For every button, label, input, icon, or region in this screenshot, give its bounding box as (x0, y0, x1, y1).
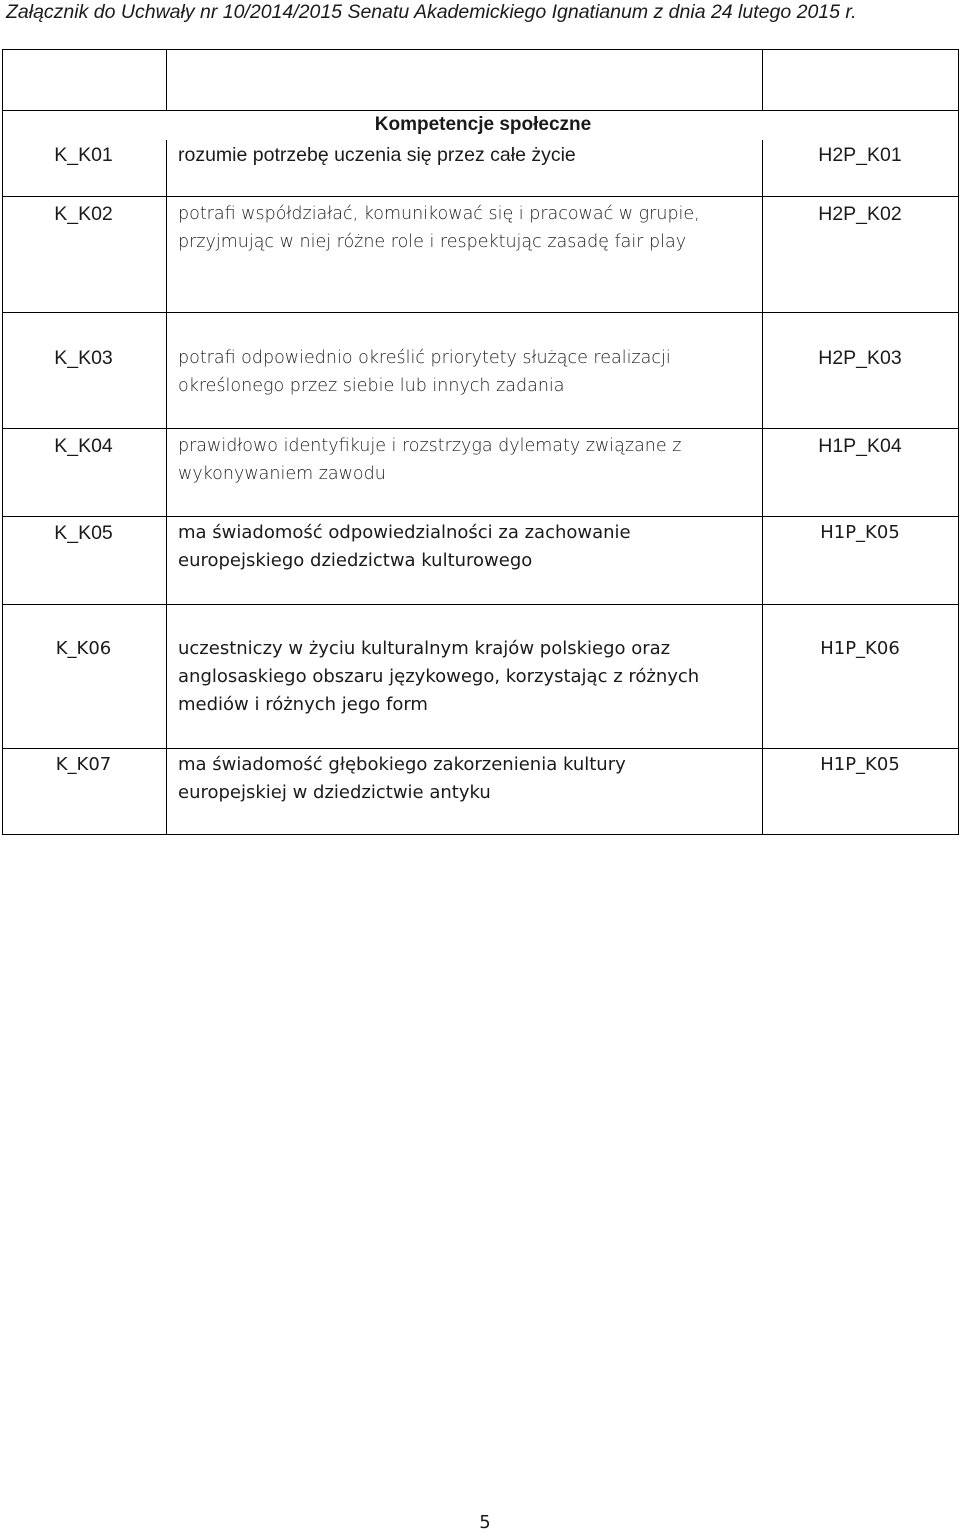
competence-description: potrafi odpowiednio określić priorytety służące realizacji (178, 348, 671, 368)
competence-description: mediów i różnych jego form (178, 694, 428, 715)
row-divider (2, 312, 959, 313)
row-divider (2, 604, 959, 605)
competence-code: K_K03 (54, 347, 113, 369)
competence-code: K_K07 (55, 754, 112, 775)
col-divider-2-top (762, 49, 763, 111)
competence-description: określonego przez siebie lub innych zadania (178, 376, 565, 396)
reference-code: H2P_K01 (818, 144, 902, 166)
table-border-top (2, 49, 959, 50)
competence-description: wykonywaniem zawodu (178, 464, 386, 484)
competence-code: K_K05 (54, 522, 113, 544)
competence-description: rozumie potrzebę uczenia się przez całe życie (178, 144, 576, 166)
table-border-right (958, 49, 959, 835)
section-title: Kompetencje społeczne (374, 114, 592, 135)
reference-code: H1P_K05 (820, 522, 900, 543)
competence-description: anglosaskiego obszaru językowego, korzystając z różnych (178, 666, 700, 687)
row-divider (2, 428, 959, 429)
competence-code: K_K02 (54, 203, 113, 225)
reference-code: H2P_K02 (818, 203, 902, 225)
competence-description: ma świadomość odpowiedzialności za zachowanie (178, 522, 631, 543)
row-divider (2, 516, 959, 517)
competence-description: ma świadomość głębokiego zakorzenienia kultury (178, 754, 626, 775)
competence-description: uczestniczy w życiu kulturalnym krajów polskiego oraz (178, 638, 671, 659)
col-divider-2 (762, 140, 763, 835)
reference-code: H2P_K03 (818, 347, 902, 369)
competence-description: potrafi współdziałać, komunikować się i pracować w grupie, (178, 204, 700, 224)
reference-code: H1P_K05 (820, 754, 900, 775)
table-border-bottom (2, 834, 959, 835)
reference-code: H1P_K06 (820, 638, 900, 659)
competence-description: europejskiej w dziedzictwie antyku (178, 782, 491, 803)
document-header: Załącznik do Uchwały nr 10/2014/2015 Senatu Akademickiego Ignatianum z dnia 24 lutego 2015 r. (6, 1, 857, 23)
reference-code: H1P_K04 (818, 435, 902, 457)
row-divider (2, 196, 959, 197)
row-divider-top (2, 110, 959, 111)
competence-description: przyjmując w niej różne role i respektując zasadę fair play (178, 232, 687, 252)
competence-code: K_K04 (54, 435, 113, 457)
competence-code: K_K06 (55, 638, 112, 659)
competence-description: prawidłowo identyfikuje i rozstrzyga dylematy związane z (178, 436, 682, 456)
competence-description: europejskiego dziedzictwa kulturowego (178, 550, 533, 571)
row-divider (2, 748, 959, 749)
col-divider-1 (166, 140, 167, 835)
col-divider-1-top (166, 49, 167, 111)
page-number: 5 (479, 1512, 491, 1533)
competence-code: K_K01 (54, 144, 113, 166)
